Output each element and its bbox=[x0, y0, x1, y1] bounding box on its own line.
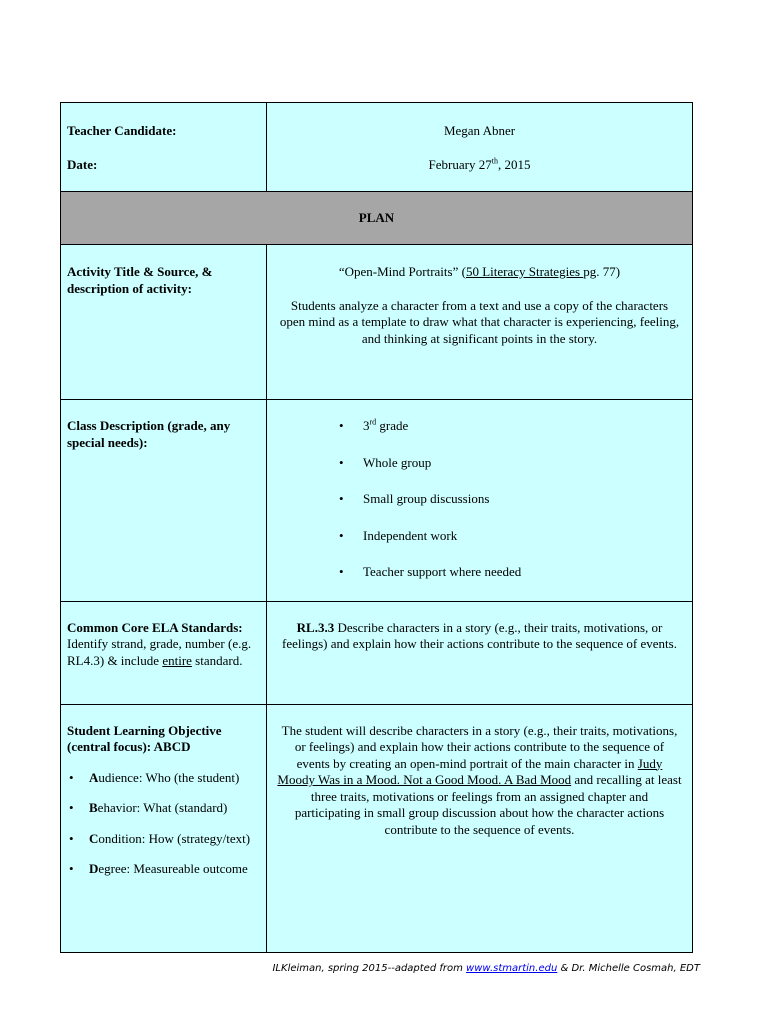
list-item: • Whole group bbox=[339, 454, 432, 470]
date-day: February 27 bbox=[428, 156, 492, 172]
list-item: • Independent work bbox=[339, 527, 458, 543]
activity-title bbox=[277, 264, 682, 281]
activity-title-close: pg. 77) bbox=[583, 264, 621, 279]
list-item: • Condition: How (strategy/text) bbox=[69, 830, 251, 846]
book-title: Judy Moody Was in a Mood. Not a Good Mood. A Bad Mood bbox=[277, 755, 663, 787]
teacher-name: Megan Abner bbox=[443, 123, 516, 138]
standards-label: Common Core ELA Standards: Identify strand, grade, number (e.g. RL4.3) & include entire standard. bbox=[67, 619, 252, 668]
standards-row bbox=[61, 601, 693, 704]
header-label-cell bbox=[61, 103, 267, 192]
bullet-icon: • bbox=[339, 564, 344, 579]
objective-value-cell bbox=[267, 704, 693, 952]
class-description-row bbox=[61, 400, 693, 602]
list-item: • Audience: Who (the student) bbox=[69, 769, 240, 785]
bullet-icon: • bbox=[69, 861, 74, 876]
date-year: , 2015 bbox=[497, 156, 531, 172]
class-label-cell bbox=[61, 400, 267, 602]
lesson-plan-table bbox=[60, 102, 693, 953]
standard-text: RL.3.3 Describe characters in a story (e.g., their traits, motivations, or feelings) and explain how their actions contribute to the sequence of events. bbox=[282, 619, 677, 651]
header-row bbox=[61, 103, 693, 192]
bullet-icon: • bbox=[69, 830, 74, 846]
class-description-list bbox=[267, 418, 692, 601]
objective-text: The student will describe characters in a story (e.g., their traits, motivations, or feelings) and explain how their actions contribute to the sequence of events by creating an open-mind portrait of the main character in Judy Moody Was in a Mood. Not a Good Mood. A Bad Mood and recalling at least three traits, motivations or feelings from an assigned chapter and participating in small group discussion about how the character actions contribute to the sequence of events. bbox=[277, 722, 682, 837]
bullet-icon: • bbox=[339, 491, 344, 506]
plan-band-row bbox=[61, 192, 693, 245]
standards-value-cell bbox=[267, 601, 693, 704]
list-item: • Teacher support where needed bbox=[339, 564, 522, 579]
bullet-icon: • bbox=[339, 527, 344, 543]
objective-row bbox=[61, 704, 693, 952]
page-footer: ILKleiman, spring 2015--adapted from www.stmartin.edu & Dr. Michelle Cosmah, EDT bbox=[272, 963, 700, 974]
list-item: • 3rd grade bbox=[339, 417, 409, 433]
objective-label: Student Learning Objective (central focus): ABCD bbox=[67, 722, 222, 754]
plan-heading: PLAN bbox=[61, 192, 693, 245]
standards-label-cell bbox=[61, 601, 267, 704]
date-sup: th bbox=[491, 156, 498, 166]
activity-label: Activity Title & Source, & description of activity: bbox=[67, 264, 213, 296]
activity-row bbox=[61, 245, 693, 400]
class-value-cell bbox=[267, 400, 693, 602]
bullet-icon: • bbox=[69, 800, 74, 815]
class-description-label: Class Description (grade, any special needs): bbox=[67, 418, 231, 450]
activity-title-open: “Open-Mind Portraits” ( bbox=[338, 264, 466, 279]
bullet-icon: • bbox=[69, 769, 74, 785]
teacher-label: Teacher Candidate: bbox=[67, 123, 177, 138]
activity-description: Students analyze a character from a text and use a copy of the characters open mind as a template to draw what that character is experiencing, feeling, and thinking at significant points in the story. bbox=[279, 297, 680, 346]
activity-label-cell bbox=[61, 245, 267, 400]
bullet-icon: • bbox=[339, 454, 344, 470]
list-item: • Small group discussions bbox=[339, 491, 490, 506]
objective-label-cell bbox=[61, 704, 267, 952]
footer-link[interactable]: www.stmartin.edu bbox=[466, 963, 558, 974]
activity-source-link[interactable]: 50 Literacy Strategies bbox=[465, 264, 584, 279]
date-value bbox=[277, 157, 682, 174]
date-label: Date: bbox=[67, 156, 98, 172]
list-item: • Degree: Measureable outcome bbox=[69, 861, 248, 876]
header-value-cell bbox=[267, 103, 693, 192]
activity-value-cell bbox=[267, 245, 693, 400]
standard-code: RL.3.3 bbox=[296, 619, 335, 635]
bullet-icon: • bbox=[339, 418, 344, 433]
abcd-list bbox=[67, 770, 260, 878]
list-item: • Behavior: What (standard) bbox=[69, 800, 228, 815]
